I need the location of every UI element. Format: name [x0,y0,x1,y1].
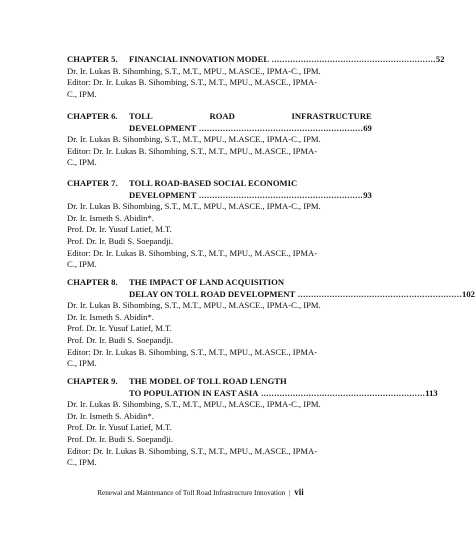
chapter-title-continued: TO POPULATION IN EAST ASIA [129,387,259,398]
editor-line-continued: C., IPM. [67,457,97,468]
toc-entry-chapter-8[interactable] [67,277,475,370]
dot-leader: .............................................................. [196,122,364,133]
editor-line: Editor: Dr. Ir. Lukas B. Sihombing, S.T., M.T., MPU., M.ASCE., IPMA- [67,445,318,456]
footer-separator: | [289,489,291,497]
toc-entry-chapter-7[interactable] [67,178,372,271]
chapter-heading [67,178,372,201]
author-line: Dr. Ir. Lukas B. Sihombing, S.T., M.T., MPU., M.ASCE., IPMA-C., IPM. [67,201,321,212]
footer-book-title: Renewal and Maintenance of Toll Road Infrastructure Innovation [97,489,286,497]
chapter-title-continued: DEVELOPMENT [129,122,197,133]
author-line: Dr. Ir. Ismeth S. Abidin*. [67,212,154,223]
chapter-title: THE IMPACT OF LAND ACQUISITION [129,277,285,287]
editor-line: Editor: Dr. Ir. Lukas B. Sihombing, S.T., M.T., MPU., M.ASCE., IPMA- [67,145,318,156]
page-reference: 93 [363,189,372,200]
editor-line-continued: C., IPM. [67,157,97,168]
chapter-title-continued: DELAY ON TOLL ROAD DEVELOPMENT [129,288,296,299]
editor-line: Editor: Dr. Ir. Lukas B. Sihombing, S.T., M.T., MPU., M.ASCE., IPMA- [67,77,318,88]
dot-leader: .............................................................. [269,54,436,64]
author-line: Prof. Dr. Ir. Yusuf Latief, M.T. [67,422,172,433]
chapter-heading [67,111,372,134]
toc-entry-chapter-5[interactable] [67,54,445,100]
author-line: Prof. Dr. Ir. Budi S. Soepandji. [67,334,173,345]
editor-line-continued: C., IPM. [67,358,97,369]
page-reference: 69 [363,122,372,133]
chapter-heading [67,54,445,66]
author-line: Dr. Ir. Lukas B. Sihombing, S.T., M.T., MPU., M.ASCE., IPMA-C., IPM. [67,399,321,410]
author-line: Dr. Ir. Lukas B. Sihombing, S.T., M.T., MPU., M.ASCE., IPMA-C., IPM. [67,134,321,145]
editor-line-continued: C., IPM. [67,88,97,99]
page-footer [0,487,401,497]
page-reference: 102 [462,288,475,299]
chapter-heading [67,277,475,300]
author-line: Dr. Ir. Lukas B. Sihombing, S.T., M.T., MPU., M.ASCE., IPMA-C., IPM. [67,65,321,76]
page-reference: 52 [435,54,445,64]
chapter-title: FINANCIAL INNOVATION MODEL [129,54,270,64]
author-line: Prof. Dr. Ir. Budi S. Soepandji. [67,235,173,246]
chapter-title-continued: DEVELOPMENT [129,189,197,200]
chapter-title-word: INFRASTRUCTURE [291,111,372,121]
chapter-heading [67,376,438,399]
editor-line: Editor: Dr. Ir. Lukas B. Sihombing, S.T., M.T., MPU., M.ASCE., IPMA- [67,247,318,258]
chapter-title-word: ROAD [209,111,235,121]
author-line: Dr. Ir. Ismeth S. Abidin*. [67,410,154,421]
author-line: Prof. Dr. Ir. Budi S. Soepandji. [67,433,173,444]
chapter-number: CHAPTER 8. [67,277,118,287]
author-line: Prof. Dr. Ir. Yusuf Latief, M.T. [67,224,172,235]
author-line: Dr. Ir. Ismeth S. Abidin*. [67,311,154,322]
chapter-title-word: TOLL [129,111,153,121]
editor-line-continued: C., IPM. [67,259,97,270]
chapter-title: TOLL ROAD-BASED SOCIAL ECONOMIC [129,178,298,188]
chapter-title: THE MODEL OF TOLL ROAD LENGTH [129,376,287,386]
chapter-number: CHAPTER 7. [67,178,118,188]
page-reference: 113 [425,387,438,398]
editor-line: Editor: Dr. Ir. Lukas B. Sihombing, S.T., M.T., MPU., M.ASCE., IPMA- [67,346,318,357]
toc-entry-chapter-9[interactable] [67,376,438,469]
dot-leader: .............................................................. [258,387,426,398]
chapter-number: CHAPTER 5. [67,54,118,64]
author-line: Prof. Dr. Ir. Yusuf Latief, M.T. [67,323,172,334]
dot-leader: .............................................................. [295,288,463,299]
dot-leader: .............................................................. [196,189,364,200]
author-line: Dr. Ir. Lukas B. Sihombing, S.T., M.T., MPU., M.ASCE., IPMA-C., IPM. [67,300,321,311]
toc-entry-chapter-6[interactable] [67,111,372,169]
footer-page-number: vii [294,487,304,497]
chapter-number: CHAPTER 9. [67,376,118,386]
chapter-number: CHAPTER 6. [67,111,118,121]
